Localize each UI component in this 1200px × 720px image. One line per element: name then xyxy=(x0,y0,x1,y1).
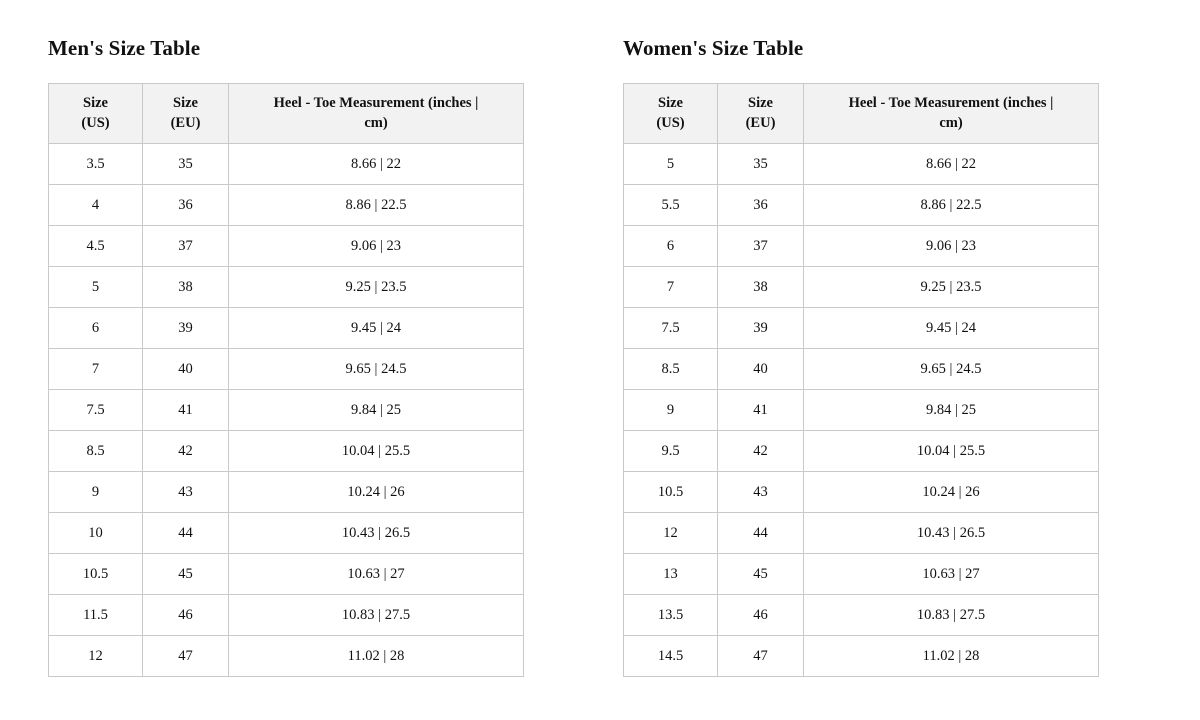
table-row xyxy=(49,349,524,390)
table-row xyxy=(49,185,524,226)
mens-size-table xyxy=(48,83,524,677)
table-row xyxy=(49,226,524,267)
cell-size-eu: 36 xyxy=(143,185,229,226)
cell-size-eu: 40 xyxy=(143,349,229,390)
cell-size-us: 5.5 xyxy=(624,185,718,226)
table-row xyxy=(49,513,524,554)
cell-size-eu: 43 xyxy=(718,472,804,513)
cell-size-us: 7.5 xyxy=(49,390,143,431)
cell-size-eu: 39 xyxy=(143,308,229,349)
cell-measurement: 9.84 | 25 xyxy=(229,390,524,431)
cell-size-eu: 38 xyxy=(718,267,804,308)
column-header-measurement xyxy=(804,84,1099,144)
cell-size-eu: 45 xyxy=(143,554,229,595)
cell-measurement: 9.25 | 23.5 xyxy=(229,267,524,308)
column-header-size-us xyxy=(624,84,718,144)
cell-size-us: 10.5 xyxy=(49,554,143,595)
cell-measurement: 10.04 | 25.5 xyxy=(804,431,1099,472)
mens-size-table-block xyxy=(48,36,523,677)
table-row xyxy=(49,636,524,677)
table-row xyxy=(624,472,1099,513)
cell-size-eu: 40 xyxy=(718,349,804,390)
cell-measurement: 10.04 | 25.5 xyxy=(229,431,524,472)
cell-measurement: 10.83 | 27.5 xyxy=(229,595,524,636)
cell-size-us: 14.5 xyxy=(624,636,718,677)
cell-size-eu: 44 xyxy=(143,513,229,554)
cell-size-us: 9 xyxy=(624,390,718,431)
table-body-womens xyxy=(624,144,1099,677)
cell-size-eu: 36 xyxy=(718,185,804,226)
column-header-line1: Size xyxy=(658,95,683,111)
table-header-womens xyxy=(624,84,1099,144)
table-row xyxy=(49,595,524,636)
column-header-line1: Heel - Toe Measurement (inches | xyxy=(273,95,479,111)
column-header-size-eu xyxy=(718,84,804,144)
cell-size-us: 9 xyxy=(49,472,143,513)
womens-size-table xyxy=(623,83,1099,677)
cell-size-eu: 37 xyxy=(718,226,804,267)
cell-measurement: 8.66 | 22 xyxy=(229,144,524,185)
table-row xyxy=(624,226,1099,267)
table-body-mens xyxy=(49,144,524,677)
womens-size-table-block xyxy=(623,36,1098,677)
cell-measurement: 9.65 | 24.5 xyxy=(804,349,1099,390)
cell-size-eu: 45 xyxy=(718,554,804,595)
cell-size-us: 8.5 xyxy=(624,349,718,390)
cell-size-us: 12 xyxy=(624,513,718,554)
cell-size-us: 7 xyxy=(49,349,143,390)
cell-measurement: 9.06 | 23 xyxy=(229,226,524,267)
table-row xyxy=(624,144,1099,185)
cell-measurement: 9.84 | 25 xyxy=(804,390,1099,431)
table-row xyxy=(624,308,1099,349)
table-row xyxy=(624,349,1099,390)
column-header-line1: Heel - Toe Measurement (inches | xyxy=(848,95,1054,111)
table-header-row xyxy=(624,84,1099,144)
cell-size-eu: 39 xyxy=(718,308,804,349)
table-row xyxy=(624,267,1099,308)
table-row xyxy=(624,431,1099,472)
column-header-line1: Size xyxy=(83,95,108,111)
table-row xyxy=(624,390,1099,431)
cell-size-eu: 46 xyxy=(718,595,804,636)
cell-measurement: 10.63 | 27 xyxy=(804,554,1099,595)
cell-measurement: 10.43 | 26.5 xyxy=(229,513,524,554)
column-header-line2: cm) xyxy=(364,114,388,131)
cell-size-us: 10 xyxy=(49,513,143,554)
cell-size-eu: 41 xyxy=(143,390,229,431)
cell-measurement: 8.86 | 22.5 xyxy=(804,185,1099,226)
cell-size-eu: 35 xyxy=(718,144,804,185)
cell-measurement: 9.65 | 24.5 xyxy=(229,349,524,390)
table-row xyxy=(624,513,1099,554)
table-row xyxy=(49,431,524,472)
cell-measurement: 9.45 | 24 xyxy=(229,308,524,349)
page-title-womens: Women's Size Table xyxy=(623,36,804,60)
cell-measurement: 9.45 | 24 xyxy=(804,308,1099,349)
cell-size-us: 6 xyxy=(624,226,718,267)
column-header-line2: (US) xyxy=(656,114,685,131)
table-row xyxy=(49,554,524,595)
table-header-row xyxy=(49,84,524,144)
cell-measurement: 8.66 | 22 xyxy=(804,144,1099,185)
cell-size-us: 7 xyxy=(624,267,718,308)
cell-size-us: 7.5 xyxy=(624,308,718,349)
cell-size-eu: 38 xyxy=(143,267,229,308)
column-header-measurement xyxy=(229,84,524,144)
column-header-line2: (EU) xyxy=(745,114,776,131)
cell-measurement: 9.06 | 23 xyxy=(804,226,1099,267)
cell-size-us: 10.5 xyxy=(624,472,718,513)
cell-size-eu: 37 xyxy=(143,226,229,267)
cell-measurement: 10.83 | 27.5 xyxy=(804,595,1099,636)
cell-measurement: 10.63 | 27 xyxy=(229,554,524,595)
table-row xyxy=(624,595,1099,636)
column-header-size-us xyxy=(49,84,143,144)
table-row xyxy=(49,144,524,185)
cell-measurement: 10.43 | 26.5 xyxy=(804,513,1099,554)
cell-size-us: 4 xyxy=(49,185,143,226)
cell-size-us: 13.5 xyxy=(624,595,718,636)
cell-size-us: 6 xyxy=(49,308,143,349)
table-row xyxy=(49,390,524,431)
table-row xyxy=(624,636,1099,677)
cell-measurement: 9.25 | 23.5 xyxy=(804,267,1099,308)
table-header-mens xyxy=(49,84,524,144)
column-header-line2: (EU) xyxy=(170,114,201,131)
cell-size-us: 9.5 xyxy=(624,431,718,472)
table-row xyxy=(49,472,524,513)
page-title-mens: Men's Size Table xyxy=(48,36,201,60)
column-header-line1: Size xyxy=(748,95,773,111)
table-row xyxy=(49,267,524,308)
cell-size-eu: 46 xyxy=(143,595,229,636)
cell-measurement: 10.24 | 26 xyxy=(229,472,524,513)
cell-size-us: 13 xyxy=(624,554,718,595)
cell-size-us: 5 xyxy=(624,144,718,185)
cell-size-us: 11.5 xyxy=(49,595,143,636)
cell-size-eu: 44 xyxy=(718,513,804,554)
column-header-line2: cm) xyxy=(939,114,963,131)
cell-size-eu: 43 xyxy=(143,472,229,513)
cell-size-eu: 47 xyxy=(143,636,229,677)
table-row xyxy=(624,554,1099,595)
cell-size-us: 12 xyxy=(49,636,143,677)
cell-size-eu: 42 xyxy=(143,431,229,472)
cell-size-eu: 41 xyxy=(718,390,804,431)
cell-measurement: 10.24 | 26 xyxy=(804,472,1099,513)
table-row xyxy=(624,185,1099,226)
cell-size-us: 5 xyxy=(49,267,143,308)
cell-size-eu: 42 xyxy=(718,431,804,472)
cell-measurement: 11.02 | 28 xyxy=(804,636,1099,677)
cell-measurement: 8.86 | 22.5 xyxy=(229,185,524,226)
cell-size-us: 4.5 xyxy=(49,226,143,267)
cell-measurement: 11.02 | 28 xyxy=(229,636,524,677)
cell-size-eu: 35 xyxy=(143,144,229,185)
cell-size-us: 3.5 xyxy=(49,144,143,185)
column-header-line2: (US) xyxy=(81,114,110,131)
cell-size-us: 8.5 xyxy=(49,431,143,472)
cell-size-eu: 47 xyxy=(718,636,804,677)
table-row xyxy=(49,308,524,349)
column-header-line1: Size xyxy=(173,95,198,111)
column-header-size-eu xyxy=(143,84,229,144)
